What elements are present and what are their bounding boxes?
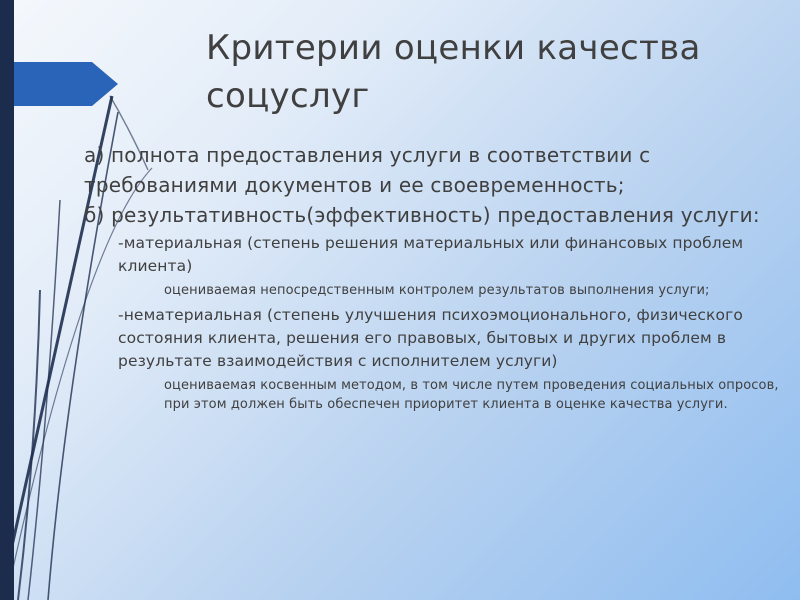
material-item-note: оцениваемая непосредственным контролем результатов выполнения услуги; — [164, 283, 710, 298]
criterion-b: б) результативность(эффективность) предоставления услуги: — [84, 203, 760, 227]
slide-title: Критерии оценки качества соцуслуг — [206, 28, 701, 116]
material-item: -материальная (степень решения материальных или финансовых проблем клиента) — [118, 234, 744, 275]
title-arrow-icon — [0, 0, 130, 120]
nonmaterial-item-note: оцениваемая косвенным методом, в том числе путем проведения социальных опросов, при этом должен быть обеспечен приоритет клиента в оценке качества услуги. — [164, 377, 779, 412]
slide-body — [84, 140, 784, 418]
nonmaterial-item: -нематериальная (степень улучшения психоэмоционального, физического состояния клиента, решения его правовых, бытовых и других проблем в результате взаимодействия с исполнителем услуги) — [118, 305, 743, 370]
criterion-a: а) полнота предоставления услуги в соответствии с требованиями документов и ее своевременность; — [84, 143, 651, 197]
